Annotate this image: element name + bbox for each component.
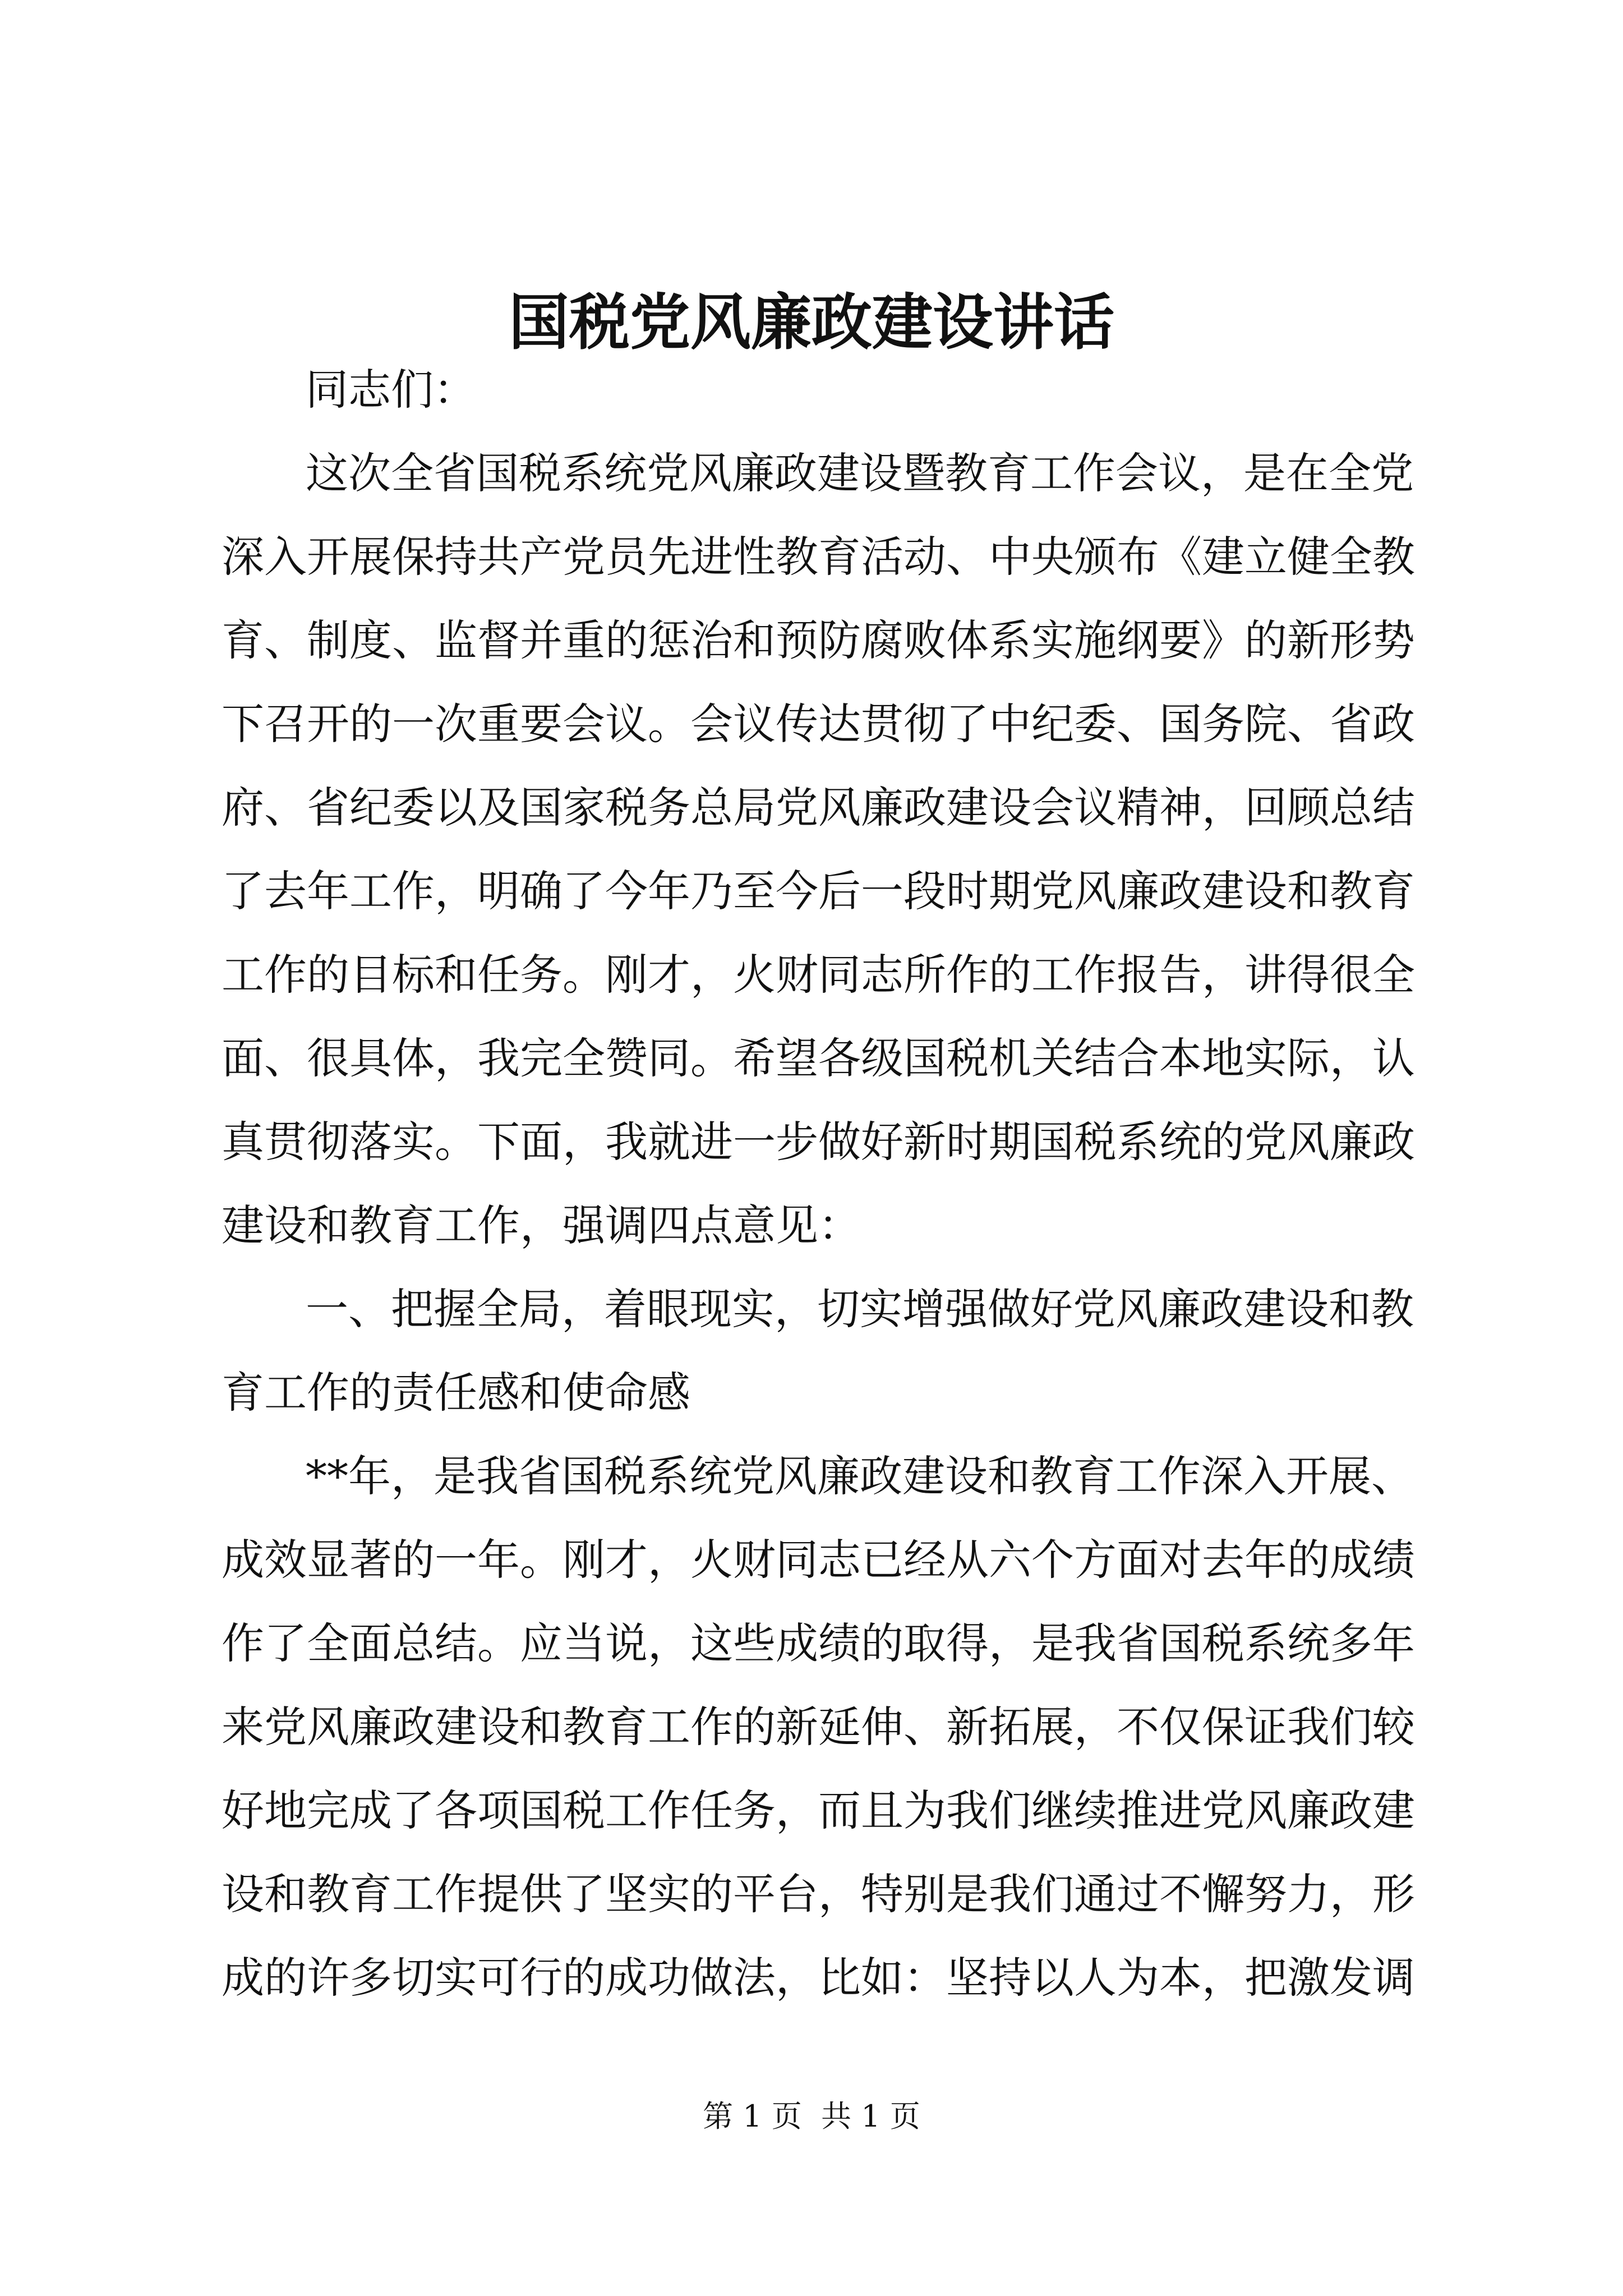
text-line: 深入开展保持共产党员先进性教育活动、中央颁布《建立健全教 [222,532,1415,582]
text-line: 这次全省国税系统党风廉政建设暨教育工作会议，是在全党 [306,448,1414,498]
text-line: 一、把握全局，着眼现实，切实增强做好党风廉政建设和教 [306,1284,1414,1334]
text-line: 成效显著的一年。刚才，火财同志已经从六个方面对去年的成绩 [222,1535,1415,1585]
text-line: **年，是我省国税系统党风廉政建设和教育工作深入开展、 [306,1451,1414,1501]
text-line: 下召开的一次重要会议。会议传达贯彻了中纪委、国务院、省政 [222,699,1415,749]
text-line: 工作的目标和任务。刚才，火财同志所作的工作报告，讲得很全 [222,950,1415,1000]
text-line: 育、制度、监督并重的惩治和预防腐败体系实施纲要》的新形势 [222,615,1415,665]
text-line: 好地完成了各项国税工作任务，而且为我们继续推进党风廉政建 [222,1786,1415,1835]
text-line: 育工作的责任感和使命感 [222,1368,690,1418]
text-line: 来党风廉政建设和教育工作的新延伸、新拓展，不仅保证我们较 [222,1702,1415,1752]
text-line: 作了全面总结。应当说，这些成绩的取得，是我省国税系统多年 [222,1618,1415,1668]
text-line: 真贯彻落实。下面，我就进一步做好新时期国税系统的党风廉政 [222,1117,1415,1167]
text-line: 建设和教育工作，强调四点意见： [222,1200,861,1250]
text-line: 成的许多切实可行的成功做法，比如：坚持以人为本，把激发调 [222,1953,1415,2003]
text-line: 设和教育工作提供了坚实的平台，特别是我们通过不懈努力，形 [222,1869,1415,1919]
text-line: 了去年工作，明确了今年乃至今后一段时期党风廉政建设和教育 [222,866,1415,916]
text-line: 面、很具体，我完全赞同。希望各级国税机关结合本地实际，认 [222,1033,1415,1083]
document-title: 国税党风廉政建设讲话 [508,287,1114,358]
page-footer: 第 1 页 共 1 页 [703,2099,920,2134]
text-line: 府、省纪委以及国家税务总局党风廉政建设会议精神，回顾总结 [222,783,1415,832]
text-line: 同志们： [306,365,476,415]
document-body [222,348,1415,2019]
